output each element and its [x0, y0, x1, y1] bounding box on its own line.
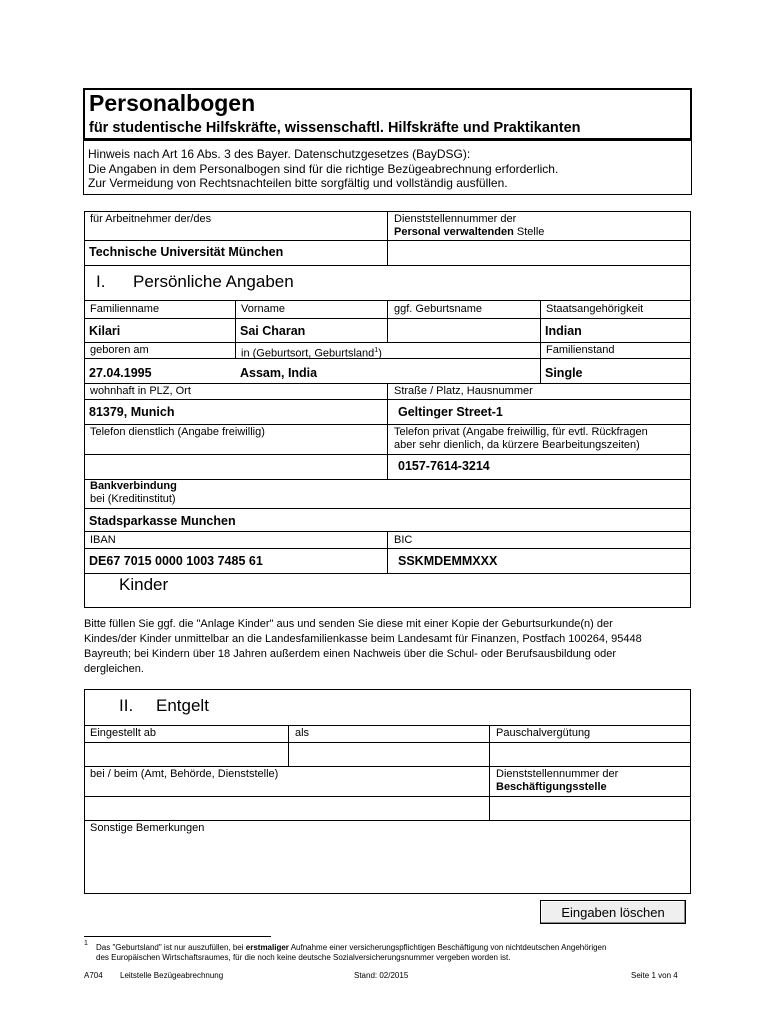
footnote-text	[96, 943, 606, 963]
telefon-dienst-field[interactable]	[89, 457, 381, 475]
strasse-field[interactable]	[398, 403, 685, 421]
bic-label: BIC	[394, 534, 413, 546]
footnote-marker: 1	[84, 940, 88, 947]
eingestellt-ab-field[interactable]	[89, 745, 284, 763]
rule	[288, 725, 289, 766]
vorname-label: Vorname	[241, 303, 286, 315]
iban-label: IBAN	[90, 534, 116, 546]
familienname-field[interactable]	[89, 322, 231, 340]
rule	[387, 383, 388, 479]
bank-label-bold: Bankverbindung	[90, 480, 177, 492]
rule	[387, 300, 388, 342]
bei-beim-field[interactable]	[89, 799, 484, 817]
rule	[84, 508, 691, 509]
geburtsort-label-close: )	[378, 347, 382, 360]
geboren-am-label: geboren am	[90, 344, 149, 356]
rule	[84, 766, 691, 767]
clear-inputs-button[interactable]	[540, 900, 686, 924]
bic-field[interactable]	[398, 552, 685, 570]
pauschal-field[interactable]	[494, 745, 684, 763]
geburtsname-field[interactable]	[392, 322, 534, 340]
staatsangehoerigkeit-label: Staatsangehörigkeit	[546, 303, 644, 315]
footnote-line2: des Europäischen Wirtschaftsraumes, für die noch keine deutsche Sozialversicherungsnummer vergeben worden ist.	[96, 953, 511, 962]
bank-label-sub: bei (Kreditinstitut)	[90, 493, 176, 505]
clear-inputs-button-label: Eingaben löschen	[561, 904, 665, 920]
dienststelle-field[interactable]	[393, 244, 683, 262]
wohnhaft-label: wohnhaft in PLZ, Ort	[90, 385, 191, 397]
rule	[489, 725, 490, 820]
section-2-title: Entgelt	[156, 696, 209, 715]
als-label: als	[295, 727, 310, 739]
notice-line-1: Hinweis nach Art 16 Abs. 3 des Bayer. Datenschutzgesetzes (BayDSG):	[88, 147, 471, 161]
footnote-line1-b: Aufnahme einer versicherungspflichtigen Beschäftigung von nichtdeutschen Angehörigen	[288, 943, 607, 952]
familienstand-label: Familienstand	[546, 344, 615, 356]
rule	[84, 742, 691, 743]
page-title: Personalbogen	[89, 90, 256, 116]
rule	[84, 820, 691, 821]
vorname-field[interactable]	[240, 322, 382, 340]
rule	[84, 358, 691, 359]
beschaeftigungsstelle-field[interactable]	[494, 799, 684, 817]
geburtsname-label: ggf. Geburtsname	[394, 303, 483, 315]
rule	[84, 573, 691, 574]
bei-beim-label: bei / beim (Amt, Behörde, Dienststelle)	[90, 768, 279, 780]
staatsangehoerigkeit-field[interactable]	[545, 322, 685, 340]
geburtsort-label-text: in (Geburtsort, Geburtsland	[241, 347, 375, 360]
kinder-heading: Kinder	[119, 575, 169, 594]
pauschal-label: Pauschalvergütung	[496, 727, 591, 739]
page-subtitle: für studentische Hilfskräfte, wissenschaftl. Hilfskräfte und Praktikanten	[89, 120, 581, 136]
rule	[235, 300, 236, 358]
dienststelle-label-bold: Personal verwaltenden	[394, 226, 514, 238]
geburtsort-field[interactable]	[240, 364, 535, 382]
kinder-note-line-4: dergleichen.	[84, 663, 144, 675]
notice-line-3: Zur Vermeidung von Rechtsnachteilen bitte sorgfältig und vollständig ausfüllen.	[88, 176, 508, 190]
iban-field[interactable]	[89, 552, 381, 570]
notice-line-2: Die Angaben in dem Personalbogen sind für die richtige Bezügeabrechnung erforderlich.	[88, 162, 559, 176]
footer-stand: Stand: 02/2015	[354, 971, 409, 980]
footer-form-id: A704	[84, 971, 103, 980]
rule	[84, 265, 691, 266]
rule	[84, 342, 691, 343]
telefon-privat-label	[394, 426, 648, 452]
eingestellt-ab-label: Eingestellt ab	[90, 727, 157, 739]
footer-department: Leitstelle Bezügeabrechnung	[120, 971, 224, 980]
strasse-label: Straße / Platz, Hausnummer	[394, 385, 533, 397]
telefon-dienst-label: Telefon dienstlich (Angabe freiwillig)	[90, 426, 265, 438]
telefon-privat-label-line1: Telefon privat (Angabe freiwillig, für evtl. Rückfragen	[394, 426, 648, 438]
beschaeftigungsstelle-label-bold: Beschäftigungsstelle	[496, 781, 607, 793]
footnote-ref: 1	[374, 347, 379, 354]
section-1-title: Persönliche Angaben	[133, 272, 294, 291]
telefon-privat-label-line2: aber sehr dienlich, da kürzere Bearbeitungszeiten)	[394, 439, 640, 451]
rule	[84, 725, 691, 726]
bank-field[interactable]	[89, 512, 684, 530]
section-1-number: I.	[96, 272, 106, 291]
employer-label: für Arbeitnehmer der/des	[90, 213, 212, 225]
wohnhaft-field[interactable]	[89, 403, 381, 421]
footnote-line1-bold: erstmaliger	[245, 943, 289, 952]
dienststelle-label-line1: Dienststellennummer der	[394, 213, 517, 225]
dienststelle-label-rest: Stelle	[513, 226, 545, 238]
als-field[interactable]	[293, 745, 485, 763]
footnote-rule	[84, 936, 271, 937]
beschaeftigungsstelle-label-line1: Dienststellennummer der	[496, 768, 619, 780]
rule	[387, 531, 388, 573]
geburtsort-label	[241, 344, 382, 361]
bank-label	[90, 480, 177, 506]
bemerkungen-label: Sonstige Bemerkungen	[90, 822, 205, 834]
section-2-number: II.	[119, 696, 134, 715]
bemerkungen-field[interactable]	[89, 838, 684, 888]
dienststelle-label	[394, 213, 544, 239]
geboren-am-field[interactable]	[89, 364, 231, 382]
familienname-label: Familienname	[90, 303, 160, 315]
familienstand-field[interactable]	[545, 364, 685, 382]
kinder-note-line-3: Bayreuth; bei Kindern über 18 Jahren außerdem einen Nachweis über die Schul- oder Berufsausbildung oder	[84, 648, 616, 660]
rule	[387, 211, 388, 265]
telefon-privat-field[interactable]	[398, 457, 685, 475]
beschaeftigungsstelle-label	[496, 768, 618, 794]
rule	[540, 300, 541, 383]
footer-page-number: Seite 1 von 4	[631, 971, 678, 980]
footnote-line1-a: Das "Geburtsland" ist nur auszufüllen, bei	[96, 943, 246, 952]
section-1-heading	[96, 272, 294, 292]
section-2-heading	[119, 696, 209, 716]
kinder-note-line-1: Bitte füllen Sie ggf. die "Anlage Kinder" aus und senden Sie diese mit einer Kopie der Geburtsurkunde(n) der	[84, 618, 613, 630]
kinder-note-line-2: Kindes/der Kinder unmittelbar an die Landesfamilienkasse beim Landesamt für Finanzen, Postfach 100264, 95448	[84, 633, 642, 645]
kinder-note	[84, 617, 642, 677]
rule	[84, 796, 691, 797]
employer-value: Technische Universität München	[89, 245, 284, 259]
